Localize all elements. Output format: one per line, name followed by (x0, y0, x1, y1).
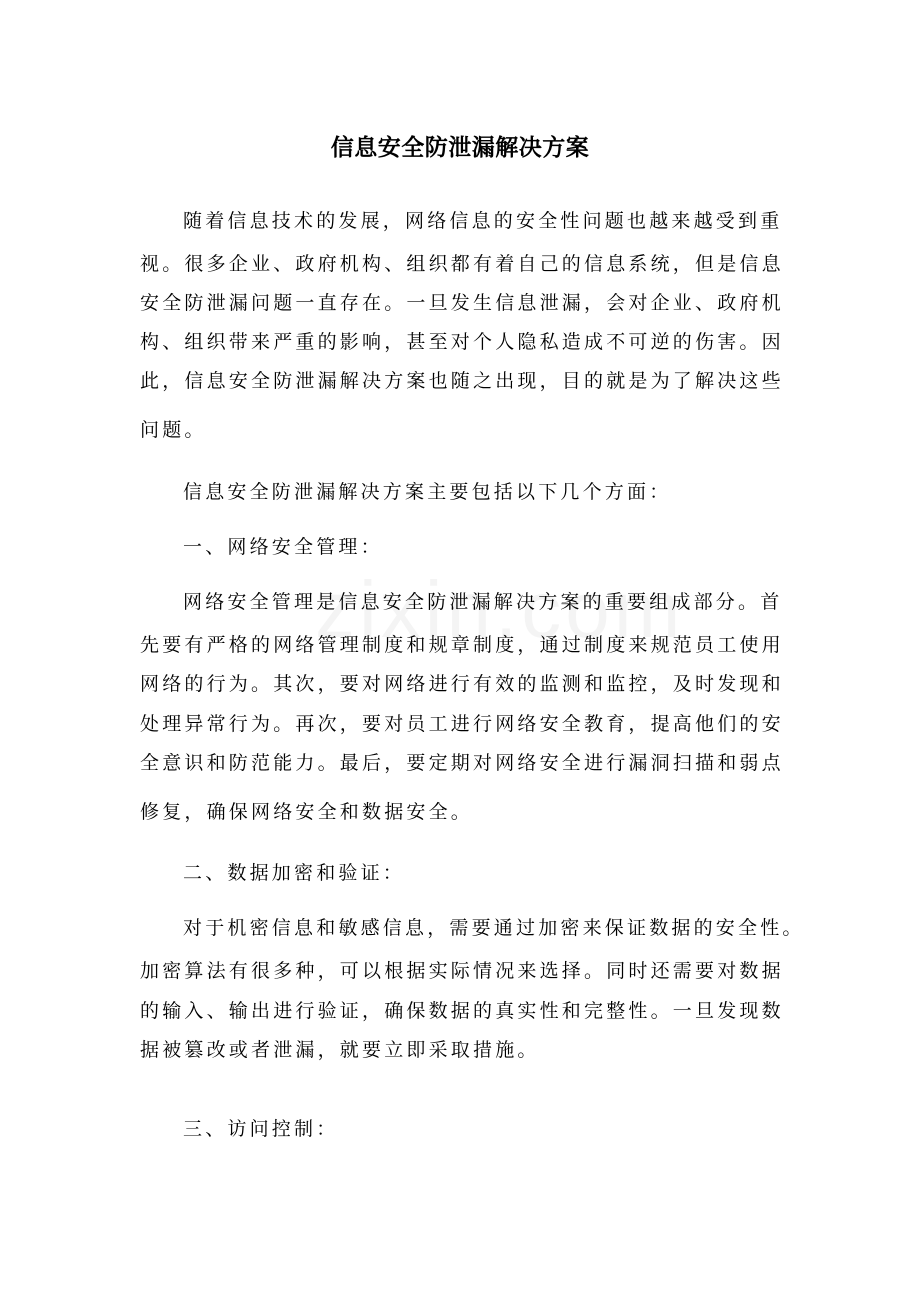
section-heading: 二、数据加密和验证： (183, 862, 406, 884)
paragraph-line: 据被篡改或者泄漏，就要立即采取措施。 (140, 1039, 540, 1061)
paragraph-line: 网络安全管理是信息安全防泄漏解决方案的重要组成部分。首 (183, 591, 783, 613)
paragraph-line: 信息安全防泄漏解决方案主要包括以下几个方面： (183, 481, 672, 503)
paragraph-line: 处理异常行为。再次，要对员工进行网络安全教育，提高他们的安 (140, 713, 784, 735)
paragraph-line: 加密算法有很多种，可以根据实际情况来选择。同时还需要对数据 (140, 960, 784, 982)
paragraph-line: 问题。 (140, 419, 207, 441)
paragraph-line: 构、组织带来严重的影响，甚至对个人隐私造成不可逆的伤害。因 (140, 331, 784, 353)
paragraph-line: 随着信息技术的发展，网络信息的安全性问题也越来越受到重 (183, 210, 783, 232)
paragraph-line: 此，信息安全防泄漏解决方案也随之出现，目的就是为了解决这些 (140, 370, 784, 392)
paragraph-line: 对于机密信息和敏感信息，需要通过加密来保证数据的安全性。 (183, 917, 805, 939)
section-heading: 一、网络安全管理： (183, 536, 383, 558)
paragraph-line: 全意识和防范能力。最后，要定期对网络安全进行漏洞扫描和弱点 (140, 752, 784, 774)
paragraph-line: 视。很多企业、政府机构、组织都有着自己的信息系统，但是信息 (140, 253, 784, 275)
paragraph-line: 先要有严格的网络管理制度和规章制度，通过制度来规范员工使用 (140, 634, 784, 656)
paragraph-line: 安全防泄漏问题一直存在。一旦发生信息泄漏，会对企业、政府机 (140, 292, 784, 314)
paragraph-line: 修复，确保网络安全和数据安全。 (140, 801, 474, 823)
paragraph-line: 的输入、输出进行验证，确保数据的真实性和完整性。一旦发现数 (140, 1000, 784, 1022)
section-heading: 三、访问控制： (183, 1118, 339, 1140)
document-title: 信息安全防泄漏解决方案 (330, 135, 590, 161)
paragraph-line: 网络的行为。其次，要对网络进行有效的监测和监控，及时发现和 (140, 673, 784, 695)
